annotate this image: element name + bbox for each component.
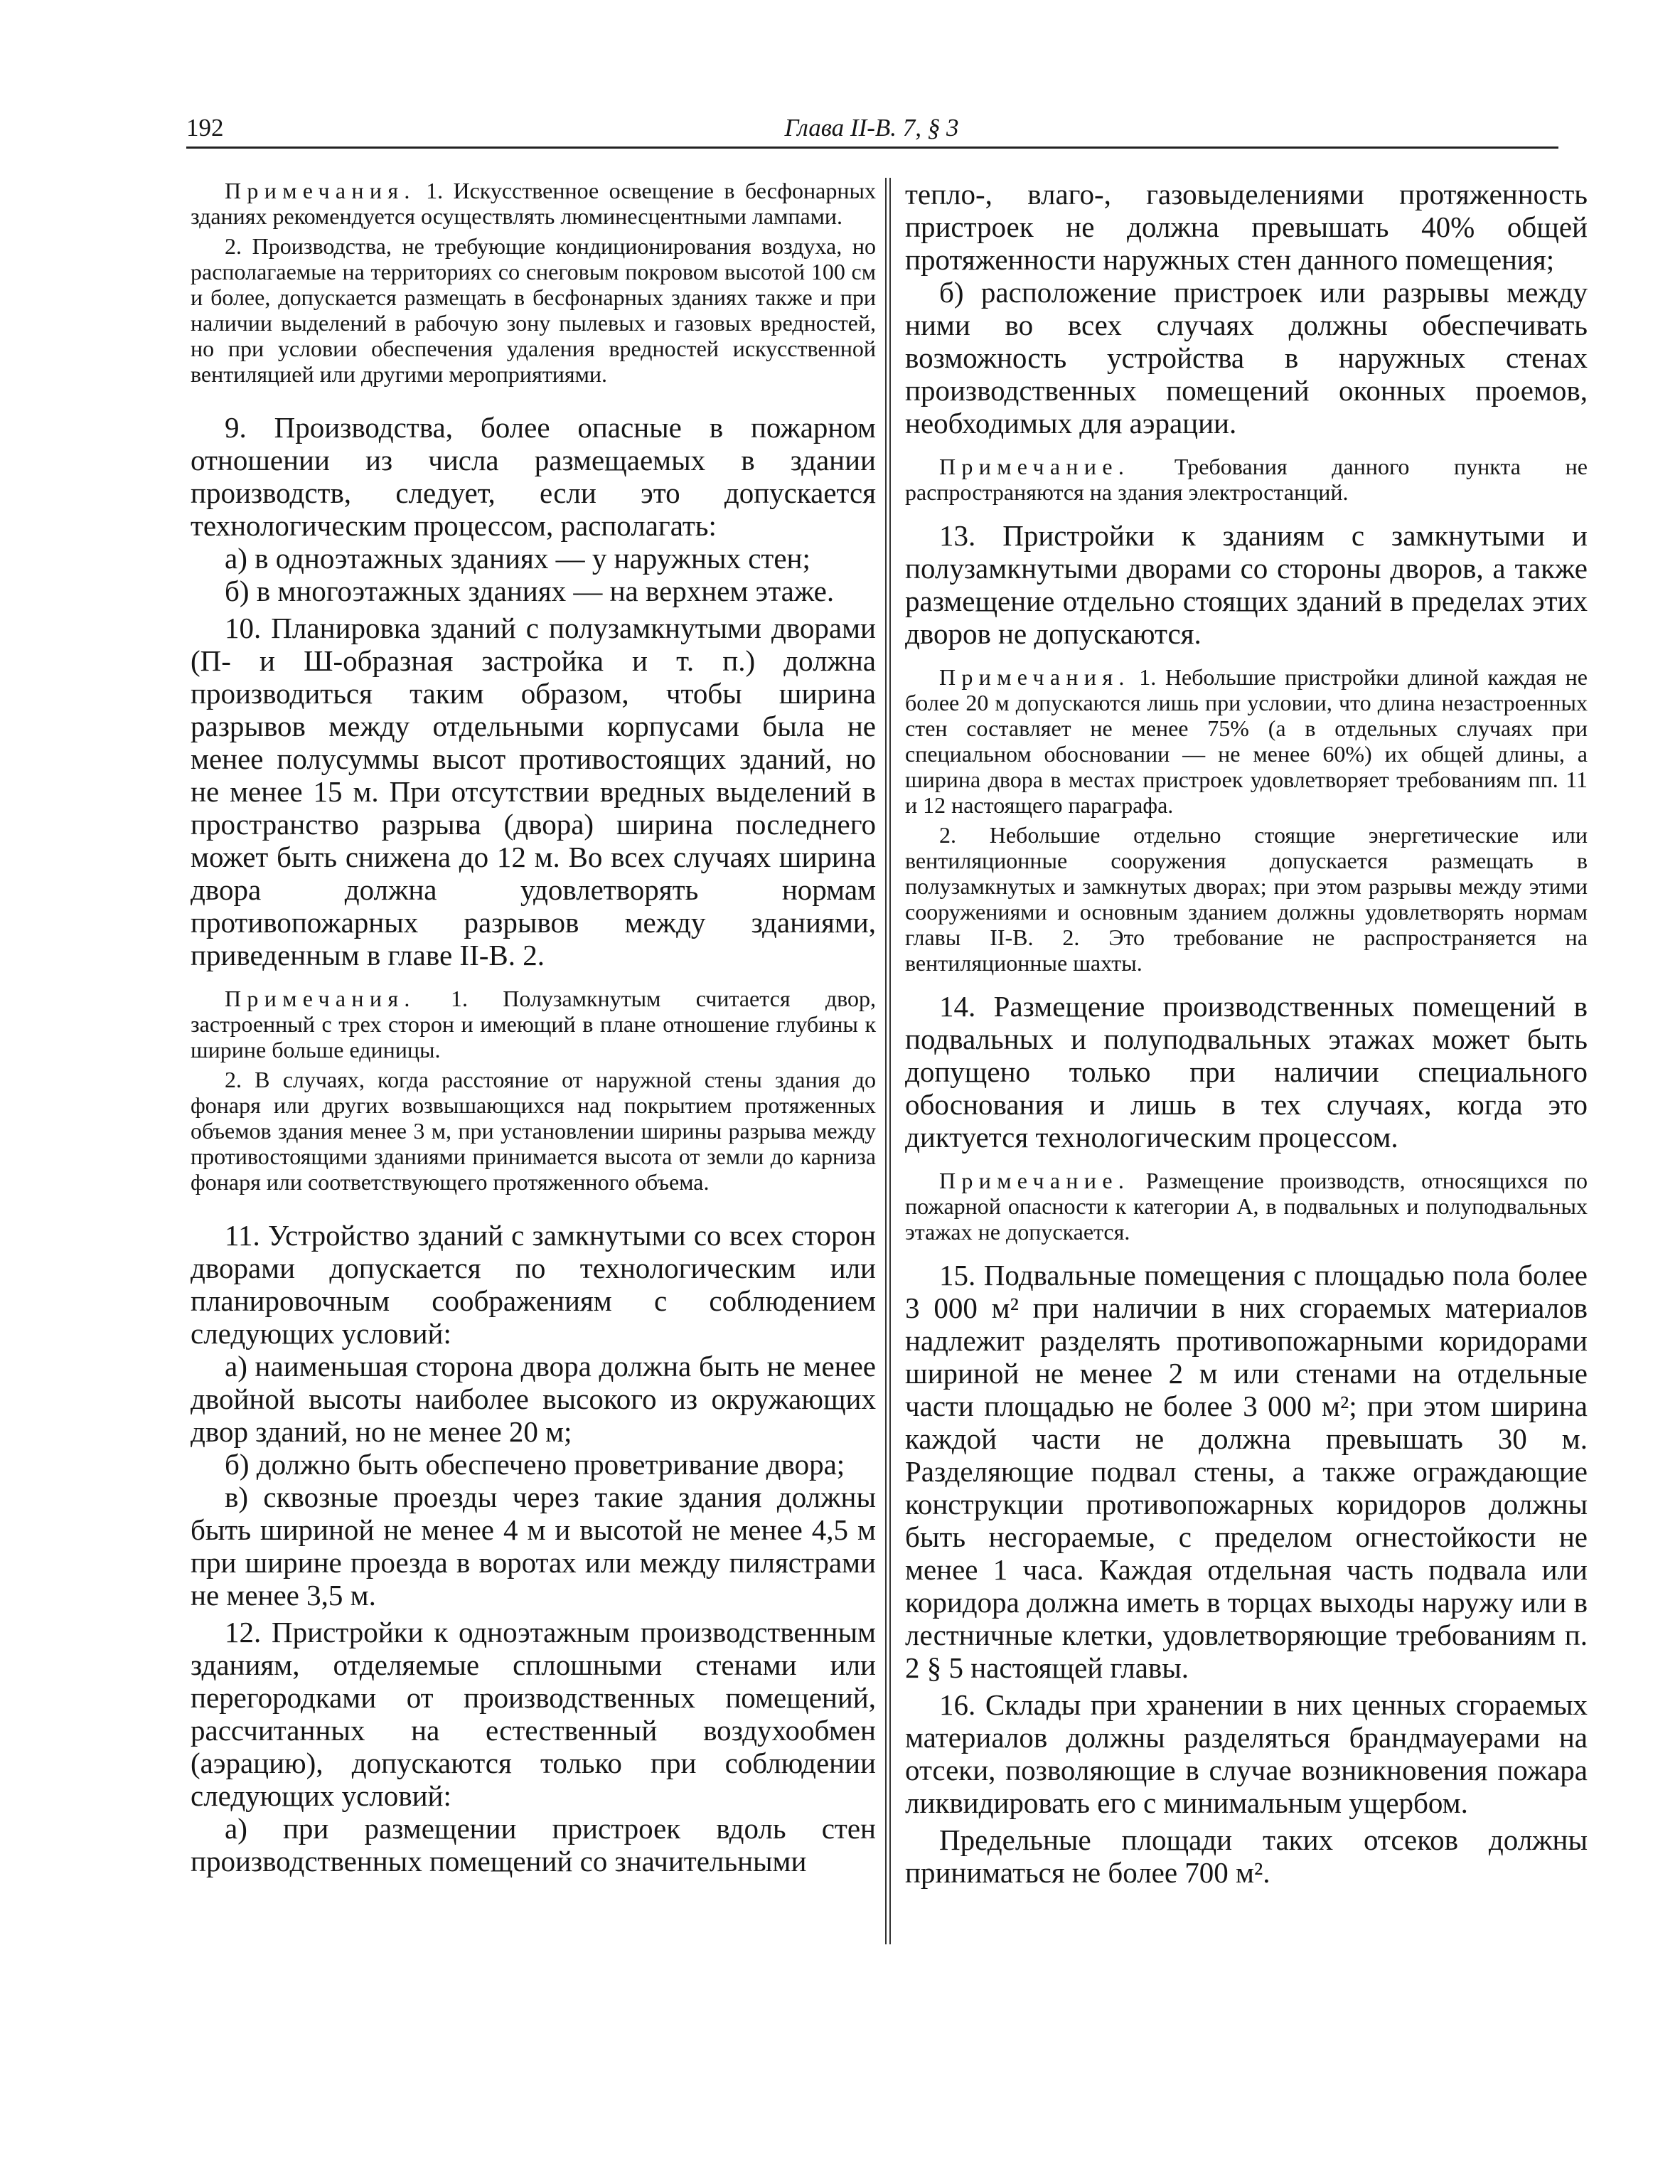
note-label: Примечание. xyxy=(939,454,1130,479)
paragraph-16: 16. Склады при хранении в них ценных сгораемых материалов должны разделяться брандмауерами на отсеки, позволяющие в случае возникновения пожара ликвидировать его с минимальным ущербом. xyxy=(905,1688,1588,1819)
paragraph-9-b: б) в многоэтажных зданиях — на верхнем этаже. xyxy=(225,575,835,607)
paragraph-9: 9. Производства, более опасные в пожарном отношении из числа размещаемых в здании производств, следует, если это допускается технологическим процессом, располагать: xyxy=(191,411,876,542)
note-text: 1. Искусственное освещение в бесфонарных зданиях рекомендуется осуществлять люминесцентными лампами. xyxy=(191,178,876,229)
note-text: 2. В случаях, когда расстояние от наружной стены здания до фонаря или других возвышающихся над покрытием протяженных объемов здания менее 3 м, при установлении ширины разрыва между противостоящими зданиями принимается высота от земли до карниза фонаря или соответствующего протяженного объема. xyxy=(191,1067,876,1195)
paragraph-12-a: а) при размещении пристроек вдоль стен производственных помещений со значительными xyxy=(191,1812,876,1877)
note-text: 2. Небольшие отдельно стоящие энергетические или вентиляционные сооружения допускается размещать в полузамкнутых и замкнутых дворах; при этом разрывы между этими сооружениями и основным зданием должны удовлетворять нормам главы II-B. 2. Это требование не распространяется на вентиляционные шахты. xyxy=(905,822,1588,976)
page-number: 192 xyxy=(186,114,224,142)
running-title: Глава II-B. 7, § 3 xyxy=(784,114,959,142)
note-label: Примечания. xyxy=(225,986,416,1011)
note-block-3 xyxy=(905,454,1588,505)
paragraph-14: 14. Размещение производственных помещений в подвальных и полуподвальных этажах может быть допущено только при наличии специального обоснования и лишь в тех случаях, когда это диктуется технологическим процессом. xyxy=(905,990,1588,1154)
note-block-1 xyxy=(191,178,876,229)
paragraph-13: 13. Пристройки к зданиям с замкнутыми и полузамкнутыми дворами со стороны дворов, а также размещение отдельно стоящих зданий в пределах этих дворов не допускаются. xyxy=(905,519,1588,650)
paragraph-9-a: а) в одноэтажных зданиях — у наружных стен; xyxy=(225,542,810,575)
note-text: Требования данного пункта не распространяются на здания электростанций. xyxy=(905,454,1588,505)
paragraph-10: 10. Планировка зданий с полузамкнутыми дворами (П- и Ш-образная застройка и т. п.) должна производиться таким образом, чтобы ширина разрывов между отдельными корпусами была не менее полусуммы высот противостоящих зданий, но не менее 15 м. При отсутствии вредных выделений в пространство разрыва (двора) ширина последнего может быть снижена до 12 м. Во всех случаях ширина двора должна удовлетворять нормам противопожарных разрывов между зданиями, приведенным в главе II-B. 2. xyxy=(191,612,876,971)
note-block-4 xyxy=(905,664,1588,818)
paragraph-12-b: б) расположение пристроек или разрывы между ними во всех случаях должны обеспечивать возможность устройства в наружных стенах производственных помещений оконных проемов, необходимых для аэрации. xyxy=(905,276,1588,440)
right-column xyxy=(905,178,1588,1889)
note-text: 2. Производства, не требующие кондиционирования воздуха, но располагаемые на территориях со снеговым покровом высотой 100 см и более, допускается размещать в бесфонарных зданиях также и при наличии выделений в рабочую зону пылевых и газовых вредностей, но при условии обеспечения удаления вредностей искусственной вентиляцией или другими мероприятиями. xyxy=(191,233,876,387)
column-divider xyxy=(885,178,891,1944)
paragraph-12: 12. Пристройки к одноэтажным производственным зданиям, отделяемые сплошными стенами или перегородками от производственных помещений, рассчитанных на естественный воздухообмен (аэрацию), допускаются только при соблюдении следующих условий: xyxy=(191,1616,876,1812)
paragraph-15: 15. Подвальные помещения с площадью пола более 3 000 м² при наличии в них сгораемых материалов надлежит разделять противопожарными коридорами шириной не менее 2 м или стенами на отдельные части площадью не более 3 000 м²; при этом ширина каждой части не должна превышать 30 м. Разделяющие подвал стены, а также ограждающие конструкции противопожарных коридоров должны быть несгораемые, с пределом огнестойкости не менее 1 часа. Каждая отдельная часть подвала или коридора должна иметь в торцах выходы наружу или в лестничные клетки, удовлетворяющие требованиям п. 2 § 5 настоящей главы. xyxy=(905,1259,1588,1684)
paragraph-12-a-continued: тепло-, влаго-, газовыделениями протяженность пристроек не должна превышать 40% общей протяженности наружных стен данного помещения; xyxy=(905,178,1588,276)
note-text: 1. Небольшие пристройки длиной каждая не более 20 м допускаются лишь при условии, что длина незастроенных стен составляет не менее 75% (а в отдельных случаях при специальном обосновании — не менее 60%) их общей длины, а ширина двора в местах пристроек удовлетворяет требованиям пп. 11 и 12 настоящего параграфа. xyxy=(905,664,1588,818)
left-column xyxy=(191,178,876,1877)
note-label: Примечания. xyxy=(939,664,1130,690)
page-header xyxy=(186,110,1557,147)
paragraph-11-c: в) сквозные проезды через такие здания должны быть шириной не менее 4 м и высотой не менее 4,5 м при ширине проезда в воротах или между пилястрами не менее 3,5 м. xyxy=(191,1481,876,1612)
paragraph-11: 11. Устройство зданий с замкнутыми со всех сторон дворами допускается по технологическим или планировочным соображениям с соблюдением следующих условий: xyxy=(191,1219,876,1350)
note-label: Примечания. xyxy=(225,178,416,203)
note-block-5 xyxy=(905,1168,1588,1245)
note-text: 1. Полузамкнутым считается двор, застроенный с трех сторон и имеющий в плане отношение глубины к ширине больше единицы. xyxy=(191,986,876,1062)
note-block-2 xyxy=(191,986,876,1062)
note-text: Размещение производств, относящихся по пожарной опасности к категории А, в подвальных и полуподвальных этажах не допускается. xyxy=(905,1168,1588,1245)
header-rule xyxy=(186,147,1558,149)
paragraph-11-a: а) наименьшая сторона двора должна быть не менее двойной высоты наиболее высокого из окружающих двор зданий, но не менее 20 м; xyxy=(191,1350,876,1448)
paragraph-16-continued: Предельные площади таких отсеков должны приниматься не более 700 м². xyxy=(905,1823,1588,1889)
paragraph-11-b: б) должно быть обеспечено проветривание двора; xyxy=(225,1448,845,1481)
note-label: Примечание. xyxy=(939,1168,1130,1193)
